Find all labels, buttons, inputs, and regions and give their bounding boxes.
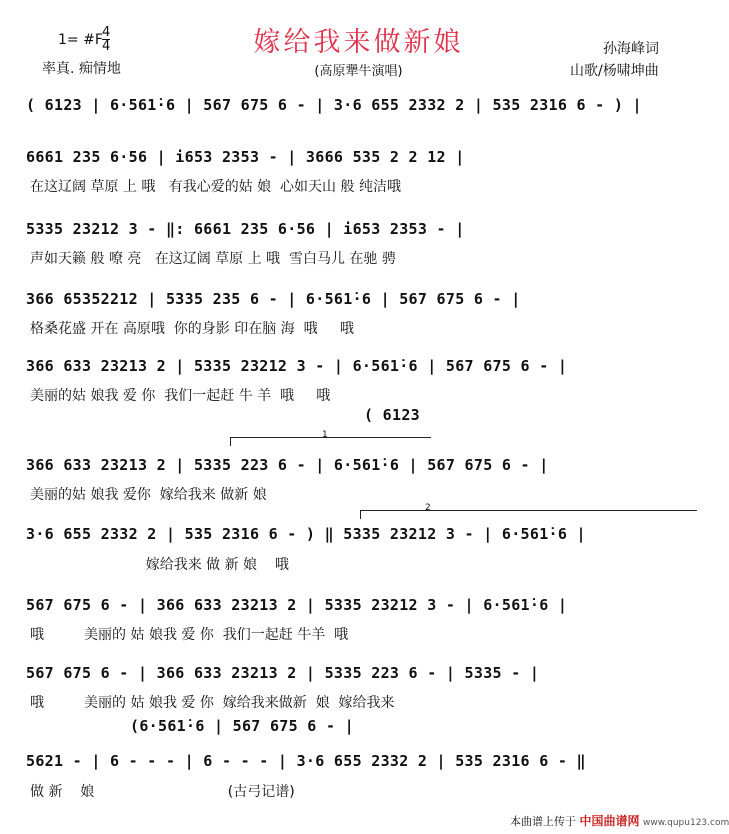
lyric-row: 美丽的姑 娘我 爱你 嫁给我来 做新 娘 (30, 487, 267, 503)
lyric-row: 哦 美丽的 姑 娘我 爱 你 嫁给我来做新 娘 嫁给我来 (30, 695, 395, 711)
lyric-row: 在这辽阔 草原 上 哦 有我心爱的姑 娘 心如天山 般 纯洁哦 (30, 179, 401, 195)
lyric-row: 哦 美丽的 姑 娘我 爱 你 我们一起赶 牛羊 哦 (30, 627, 349, 643)
notation-row: 3·6 655 2332 2 | 535 2316 6 - ) ‖ 5335 23212 3 - | 6·561̇·6 | (26, 525, 586, 543)
time-signature-bottom: 4 (102, 39, 111, 54)
notation-row-pickup: (6·561̇·6 | 567 675 6 - | (130, 717, 354, 735)
notation-row: 366 633 23213 2 | 5335 223 6 - | 6·561̇·6 | 567 675 6 - | (26, 456, 549, 474)
site-url: www.qupu123.com (643, 818, 729, 828)
performer-subtitle: (高原犟牛演唱) (314, 64, 403, 79)
notation-row: 366 633 23213 2 | 5335 23212 3 - | 6·561̇·6 | 567 675 6 - | (26, 357, 568, 375)
song-title: 嫁给我来做新娘 (253, 27, 464, 58)
notation-row: 5621 - | 6 - - - | 6 - - - | 3·6 655 2332 2 | 535 2316 6 - ‖ (26, 752, 586, 770)
footer-text: 本曲谱上传于 (510, 815, 576, 828)
time-signature-top: 4 (102, 25, 111, 40)
volta-label-first: 1 (322, 430, 328, 440)
key-signature: 1= #F (58, 32, 103, 48)
footer-upload-note (510, 812, 729, 829)
lyric-row: 美丽的姑 娘我 爱 你 我们一起赶 牛 羊 哦 哦 (30, 388, 331, 404)
volta-label-second: 2 (425, 503, 431, 513)
lyric-row: 声如天籁 般 嘹 亮 在这辽阔 草原 上 哦 雪白马儿 在驰 骋 (30, 251, 396, 267)
lyricist: 孙海峰词 (603, 41, 659, 57)
notation-row-pickup: ( 6123 (364, 406, 420, 424)
notation-row: 5335 23212 3 - ‖: 6661 235 6·56 | i653 2353 - | (26, 220, 465, 238)
notation-row: ( 6123 | 6·561̇·6 | 567 675 6 - | 3·6 655 2332 2 | 535 2316 6 - ) | (26, 96, 642, 114)
tempo-marking: 率真. 痴情地 (42, 61, 121, 77)
lyric-row: 做 新 娘 (古弓记谱) (30, 784, 295, 800)
composer: 山歌/杨啸坤曲 (570, 63, 659, 79)
notation-row: 567 675 6 - | 366 633 23213 2 | 5335 223 6 - | 5335 - | (26, 664, 540, 682)
notation-row: 567 675 6 - | 366 633 23213 2 | 5335 23212 3 - | 6·561̇·6 | (26, 596, 568, 614)
lyric-row: 嫁给我来 做 新 娘 哦 (30, 557, 289, 573)
notation-row: 366 65352212 | 5335 235 6 - | 6·561̇·6 | 567 675 6 - | (26, 290, 521, 308)
lyric-row: 格桑花盛 开在 高原哦 你的身影 印在脑 海 哦 哦 (30, 321, 354, 337)
volta-bracket-first (230, 437, 431, 446)
site-logo: 中国曲谱网 (579, 814, 640, 828)
volta-bracket-second (360, 510, 697, 519)
notation-row: 6661 235 6·56 | i653 2353 - | 3666 535 2 2 12 | (26, 148, 465, 166)
